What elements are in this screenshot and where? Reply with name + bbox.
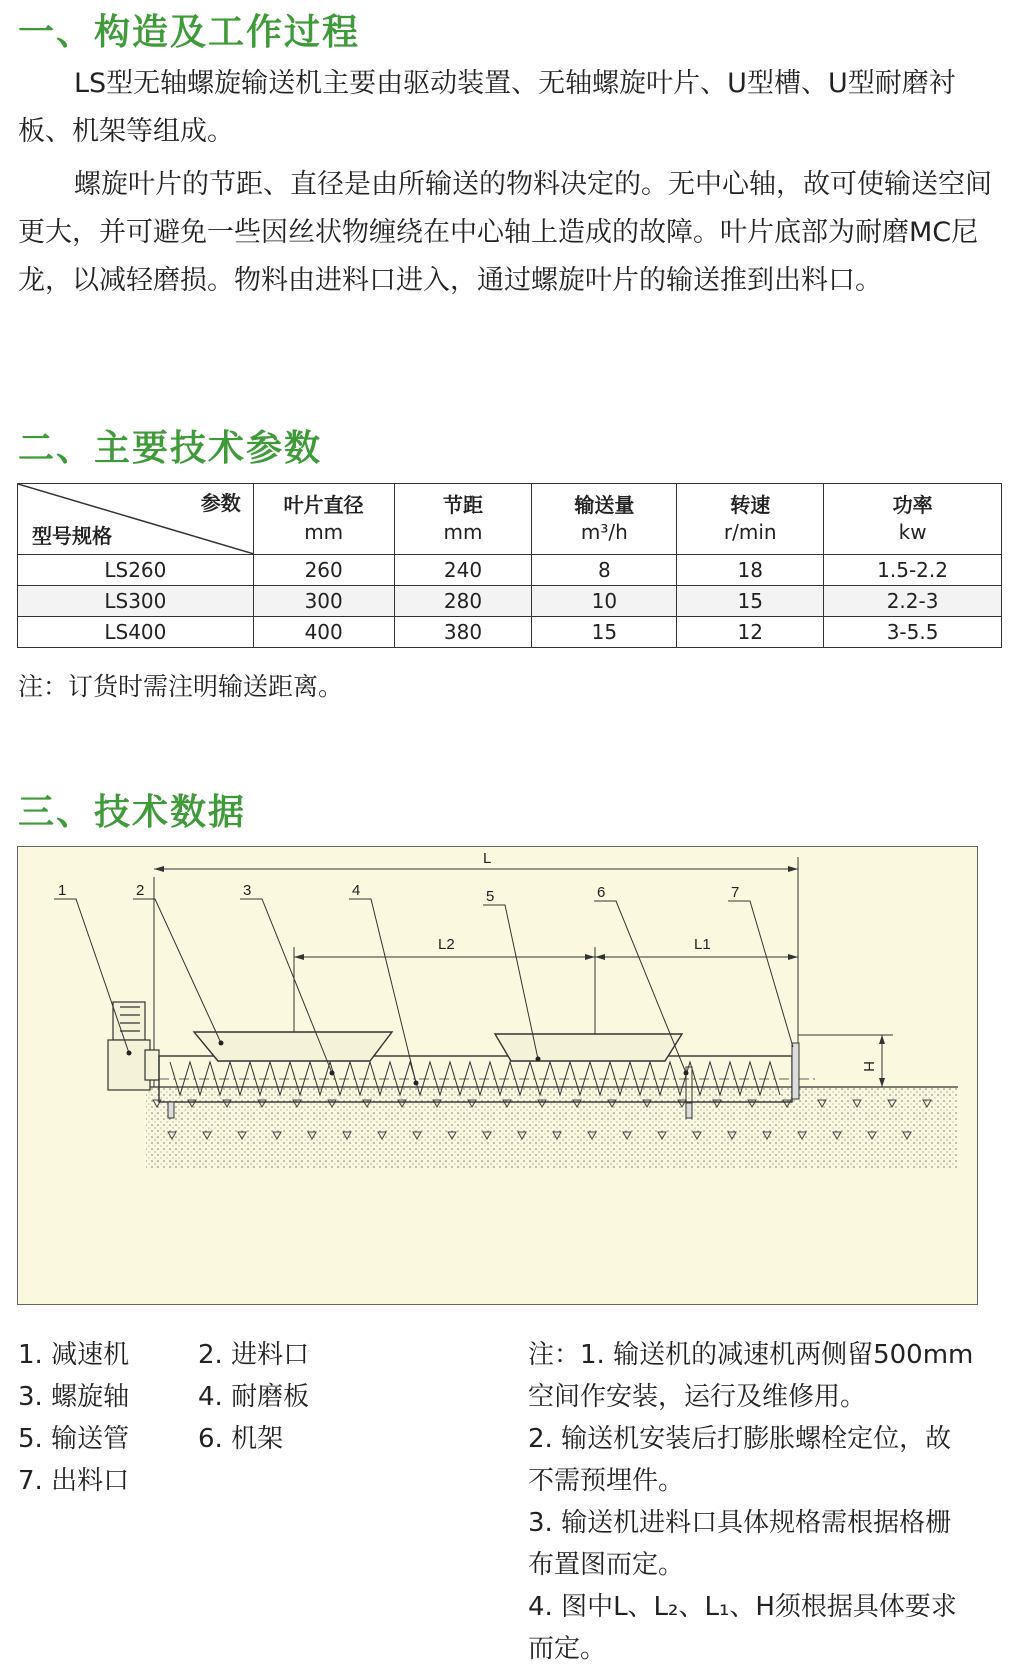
- section-heading-parameters: 二、主要技术参数: [18, 428, 323, 469]
- table-cell: 380: [394, 617, 532, 648]
- callout-4: 4: [352, 882, 361, 899]
- table-cell: 240: [394, 555, 532, 586]
- table-cell: 15: [677, 586, 824, 617]
- table-cell: 12: [677, 617, 824, 648]
- legend-item-screw: 3. 螺旋轴: [18, 1382, 130, 1412]
- table-cell: 260: [253, 555, 394, 586]
- table-row: [18, 555, 1002, 586]
- section-heading-structure: 一、构造及工作过程: [18, 12, 361, 53]
- legend-item-outlet: 7. 出料口: [18, 1466, 130, 1496]
- dimension-label-L: L: [483, 850, 492, 867]
- section-heading-technical-data: 三、技术数据: [18, 792, 247, 833]
- model-cell: LS260: [18, 555, 254, 586]
- table-corner-cell: [18, 484, 254, 555]
- table-row: [18, 617, 1002, 648]
- structure-paragraph-2: 螺旋叶片的节距、直径是由所输送的物料决定的。无中心轴，故可使输送空间更大，并可避免一些因丝状物缠绕在中心轴上造成的故障。叶片底部为耐磨MC尼龙，以减轻磨损。物料由进料口进入，通过螺旋叶片的输送推到出料口。: [18, 169, 992, 296]
- spec-table: [17, 483, 1002, 648]
- note-line: 布置图而定。: [528, 1550, 685, 1580]
- column-header: 功率 kw: [824, 484, 1002, 555]
- table-cell: 8: [532, 555, 677, 586]
- legend-item-frame: 6. 机架: [198, 1424, 284, 1454]
- column-header: 节距 mm: [394, 484, 532, 555]
- callout-3: 3: [243, 882, 252, 899]
- foundation-hatch: [146, 1087, 958, 1169]
- inlet-hopper: [194, 1032, 392, 1061]
- note-line: 3. 输送机进料口具体规格需根据格栅: [528, 1508, 952, 1538]
- corner-label-parameter: 参数: [200, 491, 241, 515]
- discharge-flange: [792, 1043, 799, 1099]
- model-cell: LS300: [18, 586, 254, 617]
- legend-item-liner: 4. 耐磨板: [198, 1382, 310, 1412]
- note-line: 不需预埋件。: [528, 1466, 685, 1496]
- conveyor-diagram: [17, 846, 978, 1305]
- table-cell: 2.2-3: [824, 586, 1002, 617]
- table-row: [18, 586, 1002, 617]
- legend-item-reducer: 1. 减速机: [18, 1340, 130, 1370]
- note-line: 2. 输送机安装后打膨胀螺栓定位，故: [528, 1424, 952, 1454]
- callout-2: 2: [136, 882, 145, 899]
- callout-6: 6: [597, 884, 606, 901]
- callout-5: 5: [486, 888, 495, 905]
- table-cell: 300: [253, 586, 394, 617]
- dimension-label-L1: L1: [694, 936, 711, 953]
- table-cell: 280: [394, 586, 532, 617]
- structure-paragraph-1: LS型无轴螺旋输送机主要由驱动装置、无轴螺旋叶片、U型槽、U型耐磨衬板、机架等组成。: [18, 68, 956, 147]
- table-cell: 400: [253, 617, 394, 648]
- dimension-label-L2: L2: [438, 936, 455, 953]
- conveyor-drawing: [18, 847, 976, 1303]
- inlet-hopper: [495, 1034, 682, 1061]
- legend-item-tube: 5. 输送管: [18, 1424, 130, 1454]
- dimension-label-H: H: [860, 1061, 877, 1072]
- table-header-row: [18, 484, 1002, 555]
- note-line: 注：1. 输送机的减速机两侧留500mm: [528, 1340, 974, 1370]
- column-header: 叶片直径 mm: [253, 484, 394, 555]
- support-leg: [686, 1102, 692, 1118]
- column-header: 输送量 m³/h: [532, 484, 677, 555]
- callout-1: 1: [58, 882, 67, 899]
- note-line: 4. 图中L、L₂、L₁、H须根据具体要求: [528, 1592, 957, 1622]
- legend-item-inlet: 2. 进料口: [198, 1340, 310, 1370]
- corner-label-model: 型号规格: [32, 524, 112, 548]
- callout-7: 7: [731, 884, 740, 901]
- table-cell: 10: [532, 586, 677, 617]
- support-leg: [168, 1102, 174, 1118]
- column-header: 转速 r/min: [677, 484, 824, 555]
- table-cell: 1.5-2.2: [824, 555, 1002, 586]
- model-cell: LS400: [18, 617, 254, 648]
- note-line: 而定。: [528, 1634, 607, 1664]
- table-cell: 15: [532, 617, 677, 648]
- table-cell: 18: [677, 555, 824, 586]
- order-note: 注：订货时需注明输送距离。: [18, 672, 344, 701]
- note-line: 空间作安装，运行及维修用。: [528, 1382, 867, 1412]
- table-cell: 3-5.5: [824, 617, 1002, 648]
